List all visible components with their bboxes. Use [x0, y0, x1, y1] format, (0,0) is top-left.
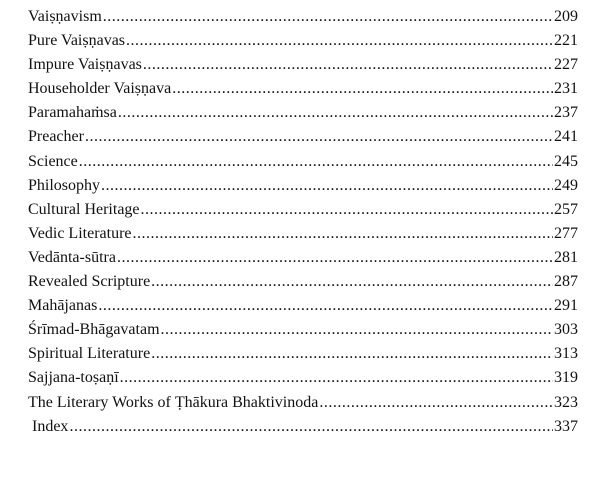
- toc-entry-title: Index: [32, 417, 69, 435]
- toc-entry-page: 241: [554, 128, 578, 146]
- toc-dot-leader: [103, 5, 553, 29]
- toc-entry-title: Pure Vaiṣṇavas: [28, 32, 126, 50]
- toc-entry[interactable]: [28, 53, 578, 77]
- toc-entry-page: 237: [554, 104, 578, 122]
- toc-dot-leader: [85, 125, 553, 149]
- toc-entry-page: 291: [554, 297, 578, 315]
- toc-entry-title: Philosophy: [28, 176, 101, 194]
- toc-dot-leader: [69, 415, 553, 439]
- toc-entry-title: Cultural Heritage: [28, 200, 140, 218]
- toc-dot-leader: [172, 77, 553, 101]
- toc-dot-leader: [126, 29, 553, 53]
- toc-entry-title: Spiritual Literature: [28, 345, 151, 363]
- toc-entry-page: 221: [554, 32, 578, 50]
- toc-entry-page: 231: [554, 80, 578, 98]
- toc-entry[interactable]: [28, 5, 578, 29]
- toc-entry-page: 287: [554, 273, 578, 291]
- toc-dot-leader: [120, 366, 553, 390]
- toc-entry-page: 313: [554, 345, 578, 363]
- toc-entry-title: Vedānta-sūtra: [28, 248, 116, 266]
- toc-entry-page: 277: [554, 224, 578, 242]
- toc-entry[interactable]: [28, 318, 578, 342]
- toc-entry-page: 281: [554, 248, 578, 266]
- toc-dot-leader: [133, 222, 554, 246]
- toc-dot-leader: [141, 198, 553, 222]
- toc-entry[interactable]: [28, 150, 578, 174]
- toc-entry[interactable]: [28, 29, 578, 53]
- toc-entry-title: Vaiṣṇavism: [28, 8, 102, 25]
- toc-entry[interactable]: [28, 101, 578, 125]
- toc-dot-leader: [98, 294, 553, 318]
- toc-entry-title: Revealed Scripture: [28, 273, 151, 291]
- toc-entry-title: Sajjana-toṣaṇī: [28, 369, 119, 387]
- toc-dot-leader: [143, 53, 553, 77]
- toc-entry-title: The Literary Works of Ṭhākura Bhaktivinoda: [28, 393, 319, 411]
- toc-entry[interactable]: [28, 342, 578, 366]
- toc-entry[interactable]: [28, 415, 578, 439]
- toc-dot-leader: [101, 174, 553, 198]
- toc-dot-leader: [79, 150, 553, 174]
- toc-entry[interactable]: [28, 270, 578, 294]
- toc-entry-title: Impure Vaiṣṇavas: [28, 56, 142, 74]
- toc-dot-leader: [151, 342, 553, 366]
- toc-entry-title: Preacher: [28, 128, 84, 146]
- toc-entry[interactable]: [28, 125, 578, 149]
- toc-entry-page: 337: [554, 417, 578, 435]
- toc-entry[interactable]: [28, 77, 578, 101]
- toc-dot-leader: [161, 318, 553, 342]
- toc-entry-title: Mahājanas: [28, 297, 98, 315]
- toc-entry-page: 323: [554, 393, 578, 411]
- toc-entry[interactable]: [28, 174, 578, 198]
- toc-entry-title: Vedic Literature: [28, 224, 132, 242]
- toc-entry-page: 257: [554, 200, 578, 218]
- toc-entry-page: 303: [554, 321, 578, 339]
- toc-dot-leader: [151, 270, 553, 294]
- toc-entry-page: 249: [554, 176, 578, 194]
- toc-entry-title: Science: [28, 152, 78, 170]
- table-of-contents: [28, 5, 578, 439]
- toc-entry[interactable]: [28, 391, 578, 415]
- toc-entry-title: Paramahaṁsa: [28, 104, 117, 122]
- toc-entry[interactable]: [28, 222, 578, 246]
- toc-entry-page: 209: [554, 8, 578, 25]
- toc-dot-leader: [118, 101, 553, 125]
- toc-dot-leader: [319, 391, 553, 415]
- toc-entry-page: 319: [554, 369, 578, 387]
- toc-entry[interactable]: [28, 246, 578, 270]
- toc-entry[interactable]: [28, 366, 578, 390]
- toc-entry-title: Householder Vaiṣṇava: [28, 80, 172, 98]
- toc-dot-leader: [117, 246, 553, 270]
- toc-entry-page: 227: [554, 56, 578, 74]
- toc-entry-page: 245: [554, 152, 578, 170]
- toc-entry-title: Śrīmad-Bhāgavatam: [28, 321, 160, 339]
- toc-entry[interactable]: [28, 198, 578, 222]
- toc-entry[interactable]: [28, 294, 578, 318]
